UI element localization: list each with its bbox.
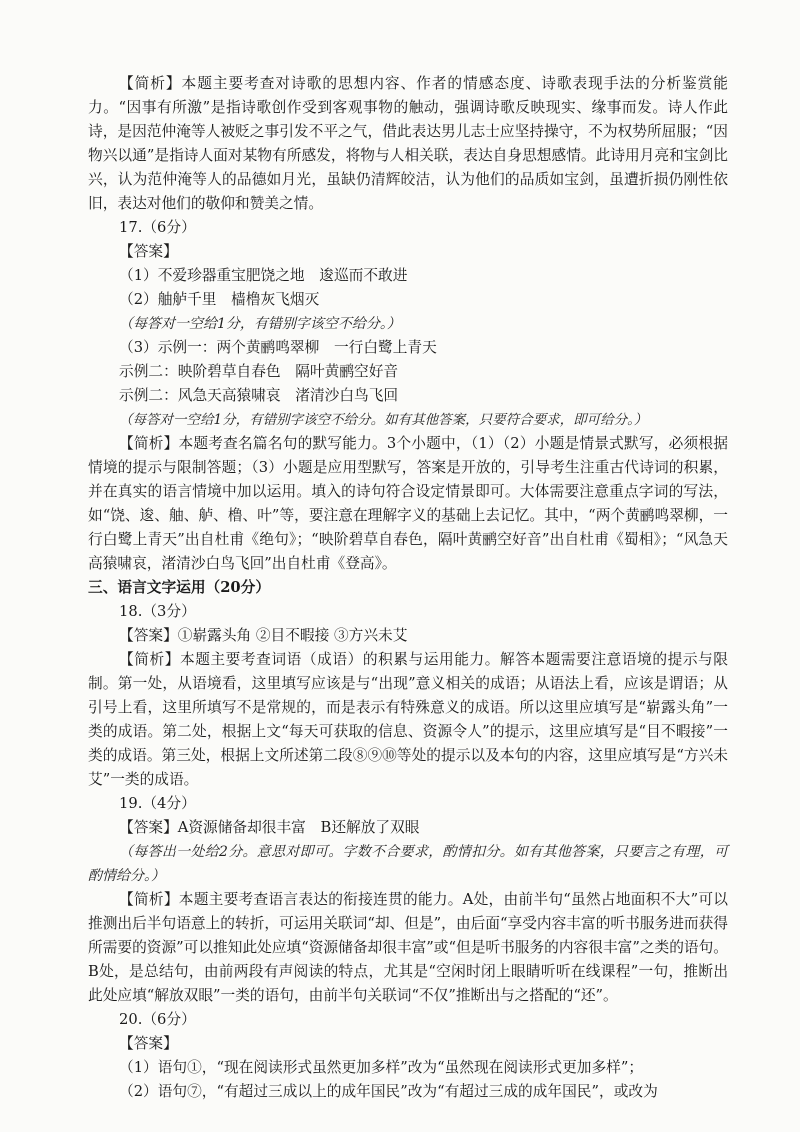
analysis-paragraph-18: 【简析】本题主要考查词语（成语）的积累与运用能力。解答本题需要注意语境的提示与限制。第一处，从语境看，这里填写应该是与“出现”意义相关的成语；从语法上看，应该是谓语；从引号上看，这里所填写不是常规的，而是表示有特殊意义的成语。所以这里应填写是“崭露头角”一类的成语。第二处，根据上文“每天可获取的信息、资源令人”的提示，这里应填写是“目不暇接”一类的成语。第三处，根据上文所述第二段⑧⑨⑩等处的提示以及本句的内容，这里应填写是“方兴未艾”一类的成语。 (88, 651, 728, 788)
answer-17-item-3: （3）示例一：两个黄鹂鸣翠柳 一行白鹭上青天 (119, 339, 437, 356)
answer-17-label: 【答案】 (119, 243, 178, 260)
question-18-heading: 18.（3分） (119, 603, 196, 620)
answer-20-item-1: （1）语句①，“现在阅读形式虽然更加多样”改为“虽然现在阅读形式更加多样”； (119, 1059, 644, 1076)
analysis-paragraph-16: 【简析】本题主要考查对诗歌的思想内容、作者的情感态度、诗歌表现手法的分析鉴赏能力。“因事有所激”是指诗歌创作受到客观事物的触动，强调诗歌反映现实、缘事而发。诗人作此诗，是因范仲淹等人被贬之事引发不平之气，借此表达男儿志士应坚持操守，不为权势所屈服；“因物兴以通”是指诗人面对某物有所感发，将物与人相关联，表达自身思想感情。此诗用月亮和宝剑比兴，认为范仲淹等人的品德如月光，虽缺仍清辉皎洁，认为他们的品质如宝剑，虽遭折损仍刚性依旧，表达对他们的敬仰和赞美之情。 (88, 75, 728, 212)
answer-19-scoring-note: （每答出一处给2分。意思对即可。字数不合要求，酌情扣分。如有其他答案，只要言之有理，可酌情给分。） (88, 844, 728, 884)
answer-17-scoring-note-2: （每答对一空给1分，有错别字该空不给分。如有其他答案，只要符合要求，即可给分。） (119, 412, 648, 428)
answer-17-example-3: 示例二：风急天高猿啸哀 渚清沙白鸟飞回 (119, 387, 399, 404)
answer-17-item-1: （1）不爱珍器重宝肥饶之地 逡巡而不敢进 (119, 267, 408, 284)
analysis-paragraph-19: 【简析】本题主要考查语言表达的衔接连贯的能力。A处，由前半句“虽然占地面积不大”可以推测出后半句语意上的转折，可运用关联词“却、但是”，由后面“享受内容丰富的听书服务进而获得所需要的资源”可以推知此处应填“资源储备却很丰富”或“但是听书服务的内容很丰富”之类的语句。B处，是总结句，由前两段有声阅读的特点，尤其是“空闲时闭上眼睛听听在线课程”一句，推断出此处应填“解放双眼”一类的语句，由前半句关联词“不仅”推断出与之搭配的“还”。 (88, 891, 729, 1004)
answer-17-scoring-note-1: （每答对一空给1分，有错别字该空不给分。） (119, 316, 401, 332)
section-3-heading: 三、语言文字运用（20分） (88, 579, 271, 596)
answer-20-item-2: （2）语句⑦，“有超过三成以上的成年国民”改为“有超过三成的成年国民”，或改为 (119, 1083, 658, 1100)
answer-18: 【答案】①崭露头角 ②目不暇接 ③方兴未艾 (119, 627, 408, 644)
question-20-heading: 20.（6分） (119, 1011, 196, 1028)
answer-20-label: 【答案】 (119, 1035, 178, 1052)
analysis-paragraph-17: 【简析】本题考查名篇名句的默写能力。3个小题中，（1）（2）小题是情景式默写，必须根据情境的提示与限制答题；（3）小题是应用型默写，答案是开放的，引导考生注重古代诗词的积累，并在真实的语言情境中加以运用。填入的诗句符合设定情景即可。大体需要注意重点字词的写法，如“饶、逡、舳、舻、橹、叶”等，要注意在理解字义的基础上去记忆。其中，“两个黄鹂鸣翠柳，一行白鹭上青天”出自杜甫《绝句》；“映阶碧草自春色，隔叶黄鹂空好音”出自杜甫《蜀相》；“风急天高猿啸哀，渚清沙白鸟飞回”出自杜甫《登高》。 (88, 435, 728, 572)
answer-19: 【答案】A资源储备却很丰富 B还解放了双眼 (119, 819, 420, 836)
question-17-heading: 17.（6分） (119, 219, 196, 236)
answer-17-item-2: （2）舳舻千里 樯橹灰飞烟灭 (119, 291, 320, 308)
answer-17-example-2: 示例二：映阶碧草自春色 隔叶黄鹂空好音 (119, 363, 399, 380)
question-19-heading: 19.（4分） (119, 795, 196, 812)
